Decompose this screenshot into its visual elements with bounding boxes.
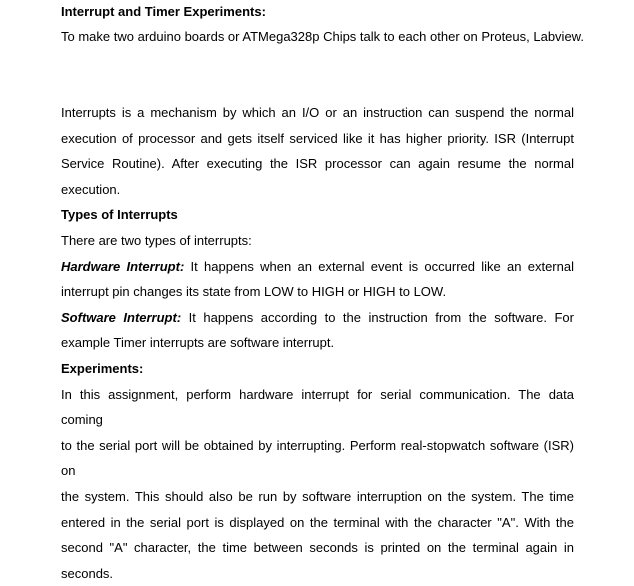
experiments-line: In this assignment, perform hardware interrupt for serial communication. The data coming xyxy=(61,386,574,428)
experiments-line: to the serial port will be obtained by interrupting. Perform real-stopwatch software (ISR) on xyxy=(61,437,574,479)
software-line: example Timer interrupts are software interrupt. xyxy=(61,335,335,351)
intro-line: Interrupts is a mechanism by which an I/O or an instruction can suspend the normal xyxy=(61,105,574,120)
types-heading: Types of Interrupts xyxy=(61,207,178,223)
document-title: Interrupt and Timer Experiments: xyxy=(61,4,266,19)
experiments-line: entered in the serial port is displayed on the terminal with the character "A". With the xyxy=(61,514,574,530)
intro-paragraph xyxy=(61,100,574,202)
document-body xyxy=(61,100,574,586)
document-subtitle: To make two arduino boards or ATMega328p Chips talk to each other on Proteus, Labview. xyxy=(61,29,584,44)
intro-line: Service Routine). After executing the ISR processor can again resume the normal xyxy=(61,156,574,172)
types-intro: There are two types of interrupts: xyxy=(61,232,252,248)
software-term: Software Interrupt: xyxy=(61,309,182,325)
experiments-heading: Experiments: xyxy=(61,360,144,376)
software-line xyxy=(61,305,574,331)
hardware-line: interrupt pin changes its state from LOW to HIGH or HIGH to LOW. xyxy=(61,284,447,300)
experiments-line: second "A" character, the time between seconds is printed on the terminal again in xyxy=(61,540,574,556)
hardware-text: It happens when an external event is occurred like an external xyxy=(184,258,574,274)
hardware-interrupt-paragraph xyxy=(61,254,574,305)
intro-line: execution. xyxy=(61,181,121,197)
software-text: It happens according to the instruction from the software. For xyxy=(181,309,574,325)
software-interrupt-paragraph xyxy=(61,305,574,356)
hardware-term: Hardware Interrupt: xyxy=(61,258,185,274)
intro-line: execution of processor and gets itself serviced like it has higher priority. ISR (Interrupt xyxy=(61,130,574,146)
experiments-line: seconds. xyxy=(61,565,114,581)
experiments-line: the system. This should also be run by software interruption on the system. The time xyxy=(61,488,574,504)
hardware-line xyxy=(61,254,574,280)
experiments-paragraph xyxy=(61,382,574,586)
